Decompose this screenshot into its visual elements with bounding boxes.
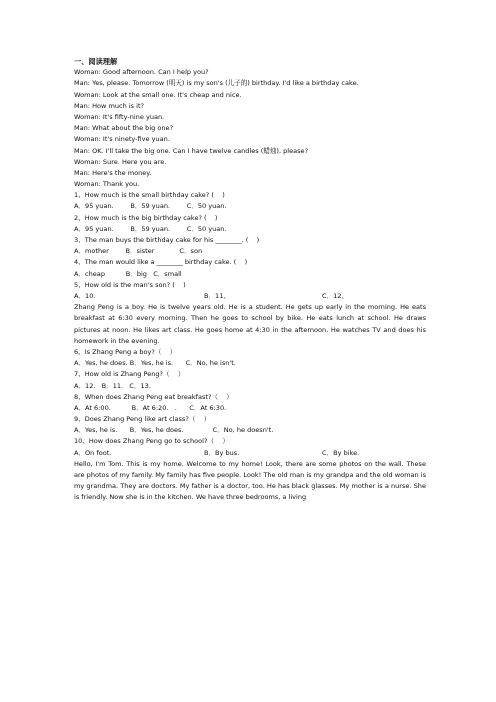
dialogue-line: Man: OK. I'll take the big one. Can I have twelve candles (蜡烛), please?: [74, 146, 309, 155]
question-3: 3、The man buys the birthday cake for his ________. ( ): [74, 236, 260, 244]
question-7: 7、How old is Zhang Peng?（ ）: [74, 370, 185, 379]
question-6-options: A．Yes, he does. B．Yes, he is. C．No, he isn't.: [74, 359, 236, 368]
question-10-options: [74, 448, 426, 459]
question-9-options: A．Yes, he is. B．Yes, he does. C．No, he doesn't.: [74, 426, 274, 435]
dialogue-line: Woman: Good afternoon. Can I help you?: [74, 68, 209, 77]
question-2-options: A．95 yuan. B．59 yuan. C．50 yuan.: [74, 224, 227, 233]
dialogue-line: Woman: Look at the small one. It's cheap and nice.: [74, 90, 242, 99]
question-2: 2、How much is the big birthday cake? ( ): [74, 213, 218, 222]
question-4-options: A．cheap B．big C．small: [74, 269, 182, 278]
dialogue-line: Woman: It's fifty-nine yuan.: [74, 112, 165, 121]
question-6: 6、Is Zhang Peng a boy?（ ）: [74, 347, 177, 356]
question-10: 10、How does Zhang Peng go to school?（ ）: [74, 437, 229, 446]
dialogue-line: Woman: Sure. Here you are.: [74, 157, 167, 166]
option-c: C．12、: [322, 291, 348, 300]
question-9: 9、Does Zhang Peng like art class?（ ）: [74, 415, 211, 424]
option-a: A．On foot.: [74, 448, 112, 457]
question-5-options: [74, 291, 426, 302]
dialogue-line: Woman: It's ninety-five yuan.: [74, 135, 170, 144]
option-c: C．By bike.: [322, 448, 360, 457]
section-heading: 一、阅读理解: [74, 57, 118, 66]
reading-passage-2: Zhang Peng is a boy. He is twelve years old. He is a student. He gets up early in the morning. He eats breakfast at 6:30 every morning. Then he goes to school by bike. He eats lunch at school. He draws pictures at noon. He likes art class. He goes home at 4:30 in the afternoon. He watches TV and does his homework in the evening.: [74, 303, 426, 345]
question-7-options: A．12. B．11. C．13.: [74, 381, 151, 390]
question-1: 1、How much is the small birthday cake? ( ): [74, 191, 225, 200]
question-8-options: A．At 6:00. B．At 6:20. . C．At 6:30.: [74, 403, 227, 412]
question-8: 8、When does Zhang Peng eat breakfast?（ ）: [74, 392, 233, 401]
reading-passage-3: Hello, I'm Tom. This is my home. Welcome to my home! Look, there are some photos on the wall. These are photos of my family. My family has five people. Look! The old man is my grandpa and the old woman is my grandma. They are doctors. My father is a doctor, too. He has black glasses. My mother is a nurse. She is friendly. Now she is in the kitchen. We have three bedrooms, a living: [74, 459, 426, 502]
question-4: 4、The man would like a ________ birthday cake. ( ): [74, 258, 248, 267]
worksheet-page: [74, 56, 426, 504]
option-b: B．By bus.: [204, 448, 240, 457]
question-3-options: A．mother B．sister C．son: [74, 247, 203, 256]
question-5: 5、How old is the man's son? ( ): [74, 280, 186, 289]
dialogue-line: Man: How much is it?: [74, 101, 144, 110]
option-b: B．11、: [204, 291, 230, 300]
dialogue-line: Man: Here's the money.: [74, 168, 152, 177]
question-1-options: A．95 yuan. B．59 yuan. C．50 yuan.: [74, 202, 227, 211]
dialogue-line: Man: What about the big one?: [74, 124, 174, 133]
option-a: A．10.: [74, 291, 96, 300]
dialogue-line: Woman: Thank you.: [74, 180, 140, 189]
dialogue-line: Man: Yes, please. Tomorrow (明天) is my son's (儿子的) birthday. I'd like a birthday cake.: [74, 79, 359, 88]
dialogue: [74, 67, 426, 190]
